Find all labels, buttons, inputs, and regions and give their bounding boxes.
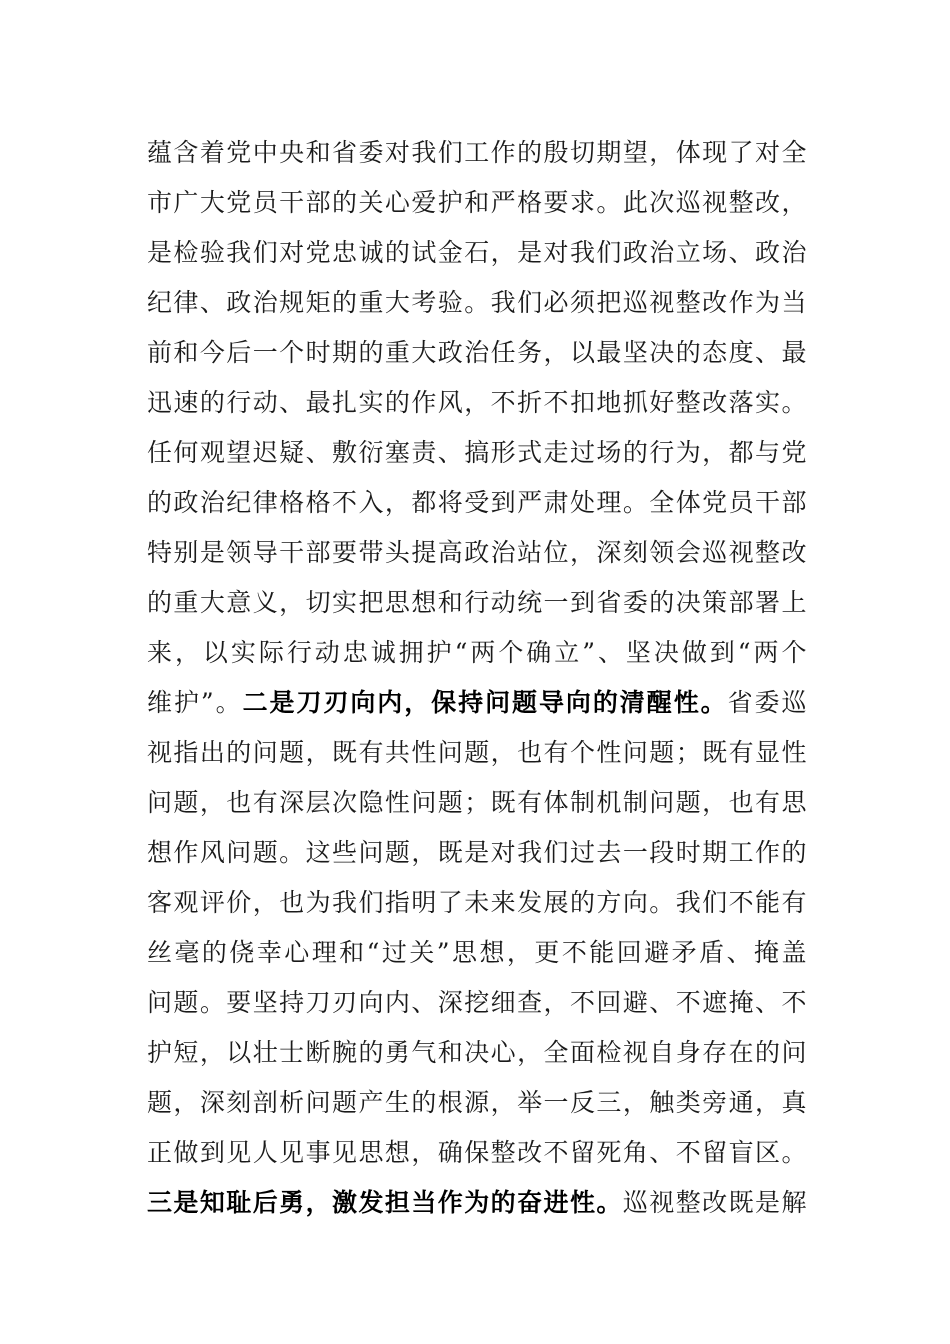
text-line: 想作风问题。这些问题，既是对我们过去一段时期工作的 (147, 838, 807, 867)
text-line: 丝毫的侥幸心理和“过关”思想，更不能回避矛盾、掩盖 (147, 938, 807, 967)
point-three-heading: 三是知耻后勇，激发担当作为的奋进性。 (147, 1188, 623, 1217)
text-line: 迅速的行动、最扎实的作风，不折不扣地抓好整改落实。 (147, 388, 807, 417)
point-two-heading: 二是刀刃向内，保持问题导向的清醒性。 (242, 688, 728, 717)
text-line: 的政治纪律格格不入，都将受到严肃处理。全体党员干部 (147, 488, 807, 517)
text-line: 护短，以壮士断腕的勇气和决心，全面检视自身存在的问 (147, 1038, 807, 1067)
text-line: 问题。要坚持刀刃向内、深挖细查，不回避、不遮掩、不 (147, 988, 807, 1017)
text-line: 前和今后一个时期的重大政治任务，以最坚决的态度、最 (147, 338, 807, 367)
text-line: 蕴含着党中央和省委对我们工作的殷切期望，体现了对全 (147, 138, 807, 167)
text-line: 客观评价，也为我们指明了未来发展的方向。我们不能有 (147, 888, 807, 917)
text-line: 题，深刻剖析问题产生的根源，举一反三，触类旁通，真 (147, 1088, 807, 1117)
text-run: 巡视整改既是解 (622, 1188, 807, 1217)
text-line: 是检验我们对党忠诚的试金石，是对我们政治立场、政治 (147, 238, 807, 267)
text-line: 正做到见人见事见思想，确保整改不留死角、不留盲区。 (147, 1138, 807, 1167)
text-line: 市广大党员干部的关心爱护和严格要求。此次巡视整改， (147, 188, 807, 217)
text-line: 特别是领导干部要带头提高政治站位，深刻领会巡视整改 (147, 538, 807, 567)
text-line-with-heading (147, 678, 807, 728)
text-line-with-heading (147, 1178, 807, 1228)
text-line: 来，以实际行动忠诚拥护“两个确立”、坚决做到“两个 (147, 638, 807, 667)
text-run: 省委巡 (727, 688, 807, 717)
text-line: 视指出的问题，既有共性问题，也有个性问题；既有显性 (147, 738, 807, 767)
text-run: 维护”。 (147, 688, 243, 717)
text-line: 问题，也有深层次隐性问题；既有体制机制问题，也有思 (147, 788, 807, 817)
text-line: 的重大意义，切实把思想和行动统一到省委的决策部署上 (147, 588, 807, 617)
text-line: 任何观望迟疑、敷衍塞责、搞形式走过场的行为，都与党 (147, 438, 807, 467)
text-line: 纪律、政治规矩的重大考验。我们必须把巡视整改作为当 (147, 288, 807, 317)
body-paragraph (147, 128, 807, 1228)
